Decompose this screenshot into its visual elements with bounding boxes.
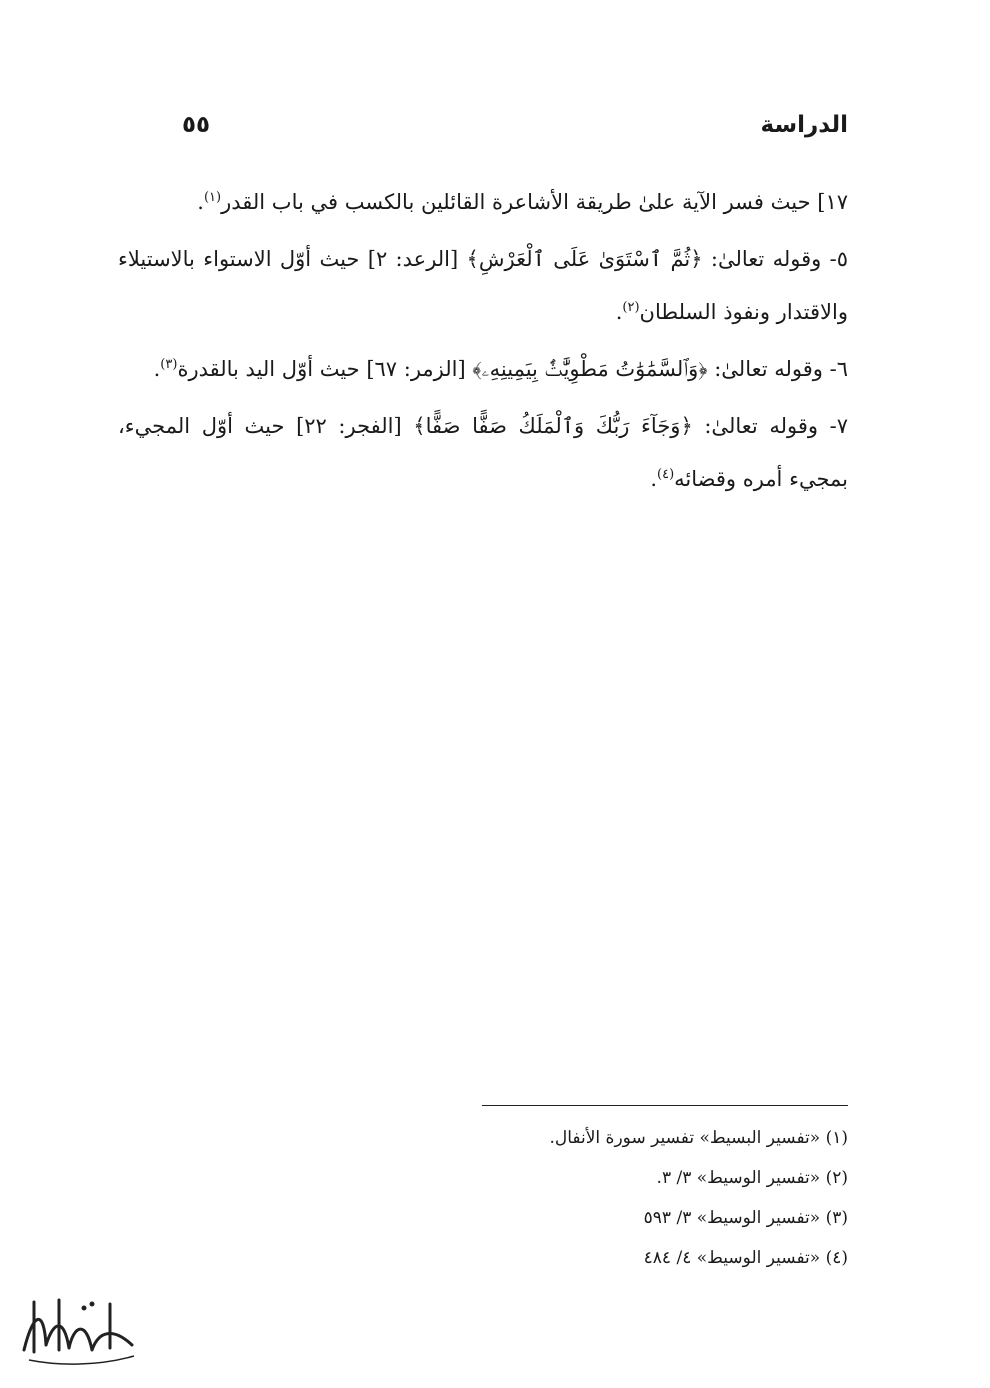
calligraphy-logo: [14, 1290, 144, 1370]
paragraph-4: [118, 400, 848, 506]
paragraph-1: [118, 176, 848, 229]
paragraph-text: ٥- وقوله تعالىٰ: ﴿ثُمَّ ٱسْتَوَىٰ عَلَى ٱلْعَرْشِ﴾ [الرعد: ٢] حيث أوّل الاستواء بالاستيلاء والاقتدار ونفوذ السلطان: [118, 247, 849, 324]
footnote-ref[interactable]: (٤): [657, 467, 675, 482]
footnote-2: (٢) «تفسير الوسيط» ٣/ ٣.: [656, 1168, 848, 1188]
footnote-ref[interactable]: (٢): [622, 300, 640, 315]
paragraph-3: [118, 343, 848, 396]
paragraph-text: ٧- وقوله تعالىٰ: ﴿وَجَآءَ رَبُّكَ وَٱلْمَلَكُ صَفًّا صَفًّا﴾ [الفجر: ٢٢] حيث أوّل المجيء، بمجيء أمره وقضائه: [118, 414, 848, 491]
body-text: [118, 176, 848, 510]
paragraph-2: [118, 233, 848, 339]
paragraph-text: ٦- وقوله تعالىٰ: ﴿وَٱلسَّمَٰوَٰتُ مَطْوِيَّٰتٌۢ بِيَمِينِهِۦ﴾ [الزمر: ٦٧] حيث أوّل اليد بالقدرة: [177, 357, 848, 381]
footnotes: [480, 1118, 848, 1278]
footnote-3: (٣) «تفسير الوسيط» ٣/ ٥٩٣: [643, 1208, 848, 1228]
paragraph-text: ١٧] حيث فسر الآية علىٰ طريقة الأشاعرة القائلين بالكسب في باب القدر: [221, 190, 848, 214]
paragraph-end: .: [153, 357, 161, 381]
paragraph-end: .: [615, 300, 623, 324]
page-number: ٥٥: [182, 112, 211, 138]
footnote-divider: [482, 1105, 848, 1106]
footnote-ref[interactable]: (١): [203, 190, 222, 205]
paragraph-end: .: [650, 467, 658, 491]
footnote-1: (١) «تفسير البسيط» تفسير سورة الأنفال.: [549, 1128, 848, 1148]
footnote-4: (٤) «تفسير الوسيط» ٤/ ٤٨٤: [643, 1248, 848, 1268]
running-header-title: الدراسة: [760, 112, 848, 138]
paragraph-end: .: [197, 190, 204, 214]
footnote-ref[interactable]: (٣): [160, 357, 178, 372]
